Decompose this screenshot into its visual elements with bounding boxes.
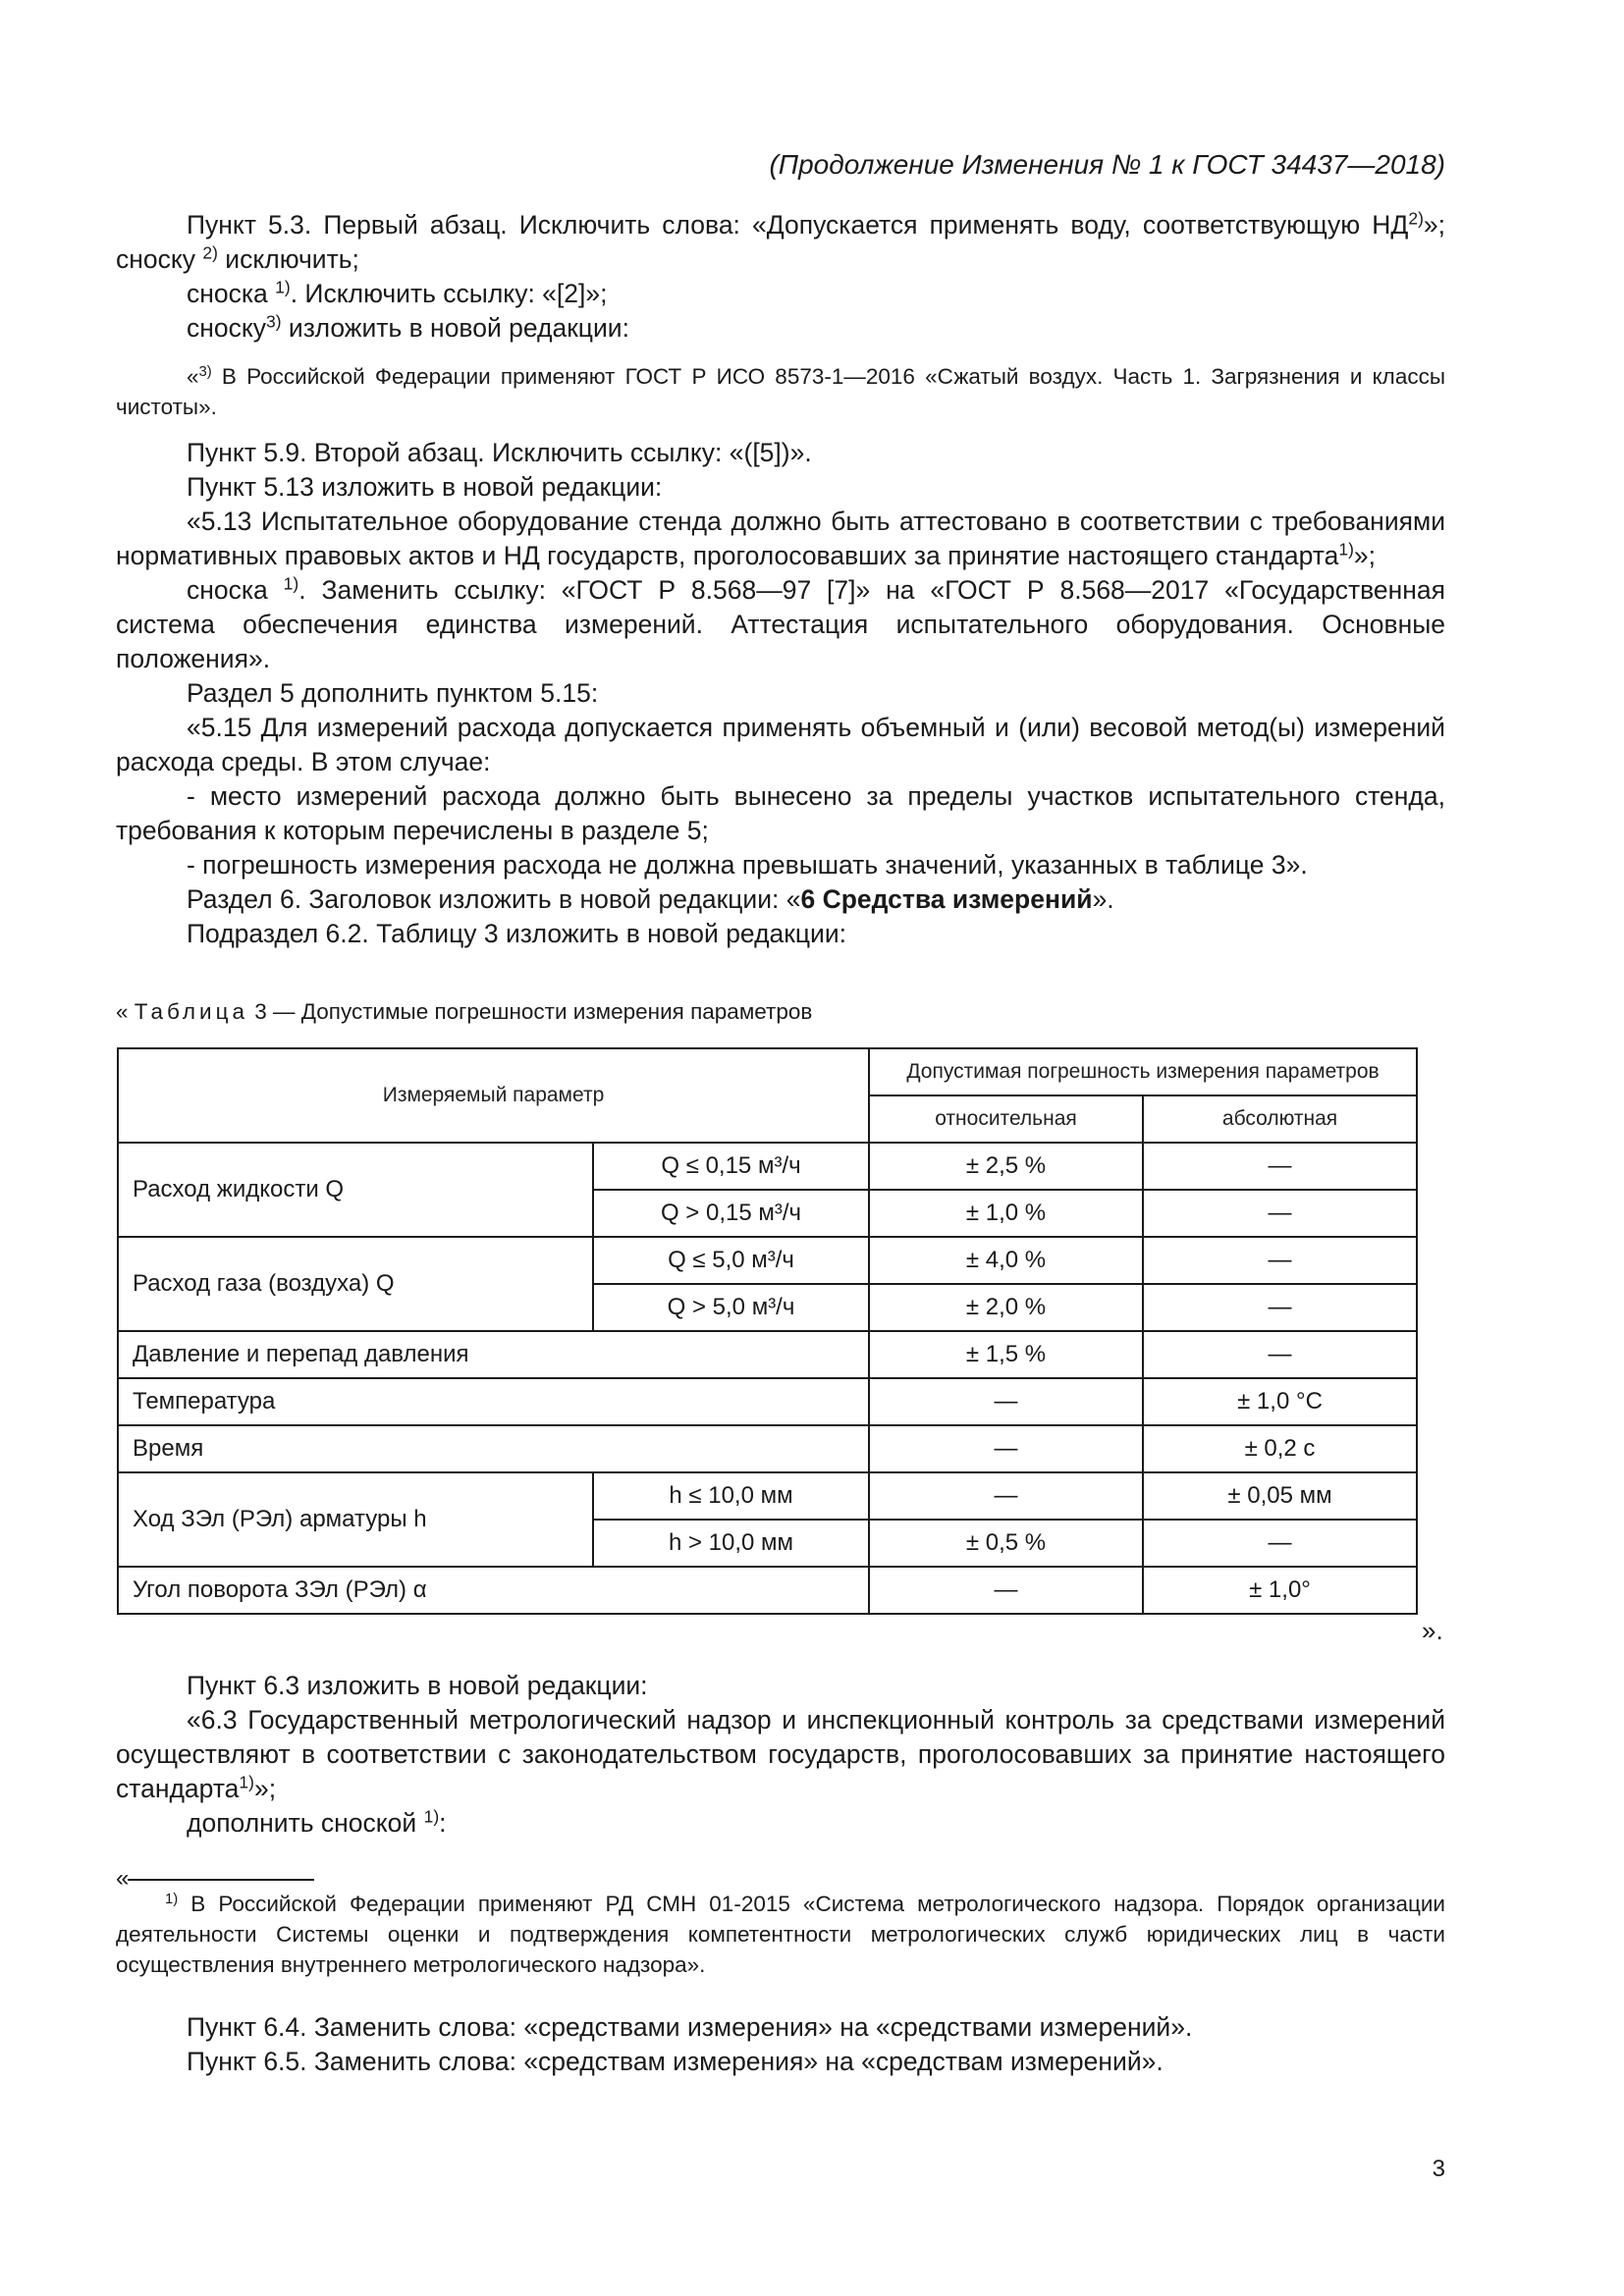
footnote-separator (128, 1879, 314, 1881)
rel-cell: — (869, 1425, 1143, 1472)
text-run: В Российской Федерации применяют ГОСТ Р ИСО 8573-1—2016 «Сжатый воздух. Часть 1. Загрязнения и классы чистоты». (116, 364, 1445, 419)
text-run: Пункт 5.3. Первый абзац. Исключить слова: «Допускается применять воду, соответствующую НД (187, 210, 1409, 240)
text-run: сноску (187, 313, 267, 343)
param-cell: Давление и перепад давления (118, 1331, 869, 1378)
rel-cell: ± 0,5 % (869, 1520, 1143, 1567)
param-cell: Расход газа (воздуха) Q (118, 1237, 593, 1331)
cond-cell: Q > 0,15 м³/ч (593, 1190, 869, 1237)
paragraph-list-item-2: - погрешность измерения расхода не должна превышать значений, указанных в таблице 3». (187, 850, 1308, 880)
header-relative: относительная (869, 1095, 1143, 1143)
table-header-row (118, 1048, 1417, 1095)
paragraph-section5: Раздел 5 дополнить пунктом 5.15: (187, 678, 599, 708)
after-table-text (116, 1669, 1445, 1841)
rel-cell: ± 1,5 % (869, 1331, 1143, 1378)
rel-cell: ± 2,5 % (869, 1143, 1143, 1190)
text-run: ». (1092, 884, 1114, 914)
bold-title: 6 Средства измерений (800, 884, 1093, 914)
footnote-open-quote: « (116, 1865, 130, 1892)
abs-cell: — (1143, 1284, 1417, 1331)
body-text (116, 208, 1445, 951)
abs-cell: ± 1,0 °C (1143, 1378, 1417, 1425)
text-run: »; сноску (116, 210, 1445, 274)
text-run: »; (253, 1774, 277, 1803)
table-row (118, 1472, 1417, 1520)
table-row (118, 1567, 1417, 1614)
text-run: «6.3 Государственный метрологический надзор и инспекционный контроль за средствами измерений осуществляют в соответствии с законодательством государств, проголосовавших за принятие настоящего стандарта (116, 1705, 1445, 1803)
text-run: изложить в новой редакции: (281, 313, 629, 343)
param-cell: Расход жидкости Q (118, 1143, 593, 1237)
paragraph-6-5: Пункт 6.5. Заменить слова: «средствам измерения» на «средствам измерений». (187, 2047, 1164, 2076)
footnote-text (116, 1889, 1445, 1980)
paragraph-6-2: Подраздел 6.2. Таблицу 3 изложить в новой редакции: (187, 919, 847, 948)
footnote-ref: 1) (283, 573, 299, 594)
abs-cell: ± 0,05 мм (1143, 1472, 1417, 1520)
abs-cell: ± 1,0° (1143, 1567, 1417, 1614)
text-run: В Российской Федерации применяют РД СМН 01-2015 «Система метрологического надзора. Порядок организации деятельности Системы оценки и подтверждения компетентности метрологических служб юридических лиц в части осуществления внутреннего метрологического надзора». (116, 1892, 1445, 1977)
table-caption (116, 997, 812, 1027)
header-absolute: абсолютная (1143, 1095, 1417, 1143)
paragraph-5-13-text (116, 505, 1445, 573)
running-head: (Продолжение Изменения № 1 к ГОСТ 34437—2018) (769, 149, 1445, 180)
header-param: Измеряемый параметр (118, 1048, 869, 1143)
cond-cell: h > 10,0 мм (593, 1520, 869, 1567)
abs-cell: — (1143, 1520, 1417, 1567)
cond-cell: Q ≤ 5,0 м³/ч (593, 1237, 869, 1284)
footnote-ref: 1) (423, 1806, 440, 1827)
paragraph-5-15: «5.15 Для измерений расхода допускается применять объемный и (или) весовой метод(ы) измерений расхода среды. В этом случае: (116, 713, 1445, 776)
paragraph-6-3-text (116, 1703, 1445, 1806)
paragraph-footnote3 (116, 311, 1445, 346)
footnote-ref: 3) (198, 363, 212, 380)
text-run: « (187, 364, 199, 389)
paragraph-footnote1-replace (116, 573, 1445, 676)
param-cell: Угол поворота ЗЭл (РЭл) α (118, 1567, 869, 1614)
text-run: . Заменить ссылку: «ГОСТ Р 8.568—97 [7]» на «ГОСТ Р 8.568—2017 «Государственная система обеспечения единства измерений. Аттестация испытательного оборудования. Основные положения». (116, 575, 1445, 673)
header-group: Допустимая погрешность измерения параметров (869, 1048, 1417, 1095)
abs-cell: — (1143, 1190, 1417, 1237)
cond-cell: Q > 5,0 м³/ч (593, 1284, 869, 1331)
text-run: «5.13 Испытательное оборудование стенда должно быть аттестовано в соответствии с требованиями нормативных правовых актов и НД государств, проголосовавших за принятие настоящего стандарта (116, 507, 1445, 570)
table-row (118, 1331, 1417, 1378)
text-run: дополнить сноской (187, 1808, 424, 1838)
abs-cell: — (1143, 1237, 1417, 1284)
param-cell: Ход ЗЭл (РЭл) арматуры h (118, 1472, 593, 1567)
tail-text (116, 2010, 1445, 2079)
footnote-ref: 1) (275, 277, 291, 297)
paragraph-5-13: Пункт 5.13 изложить в новой редакции: (187, 472, 663, 502)
caption-text: 3 — Допустимые погрешности измерения параметров (248, 999, 813, 1024)
table-row (118, 1378, 1417, 1425)
text-run: . Исключить ссылку: «[2]»; (290, 279, 608, 308)
rel-cell: ± 2,0 % (869, 1284, 1143, 1331)
param-cell: Время (118, 1425, 869, 1472)
quoted-footnote-3 (116, 361, 1445, 422)
rel-cell: ± 1,0 % (869, 1190, 1143, 1237)
rel-cell: — (869, 1378, 1143, 1425)
paragraph-section6 (116, 882, 1445, 917)
text-run: исключить; (217, 244, 359, 274)
cond-cell: Q ≤ 0,15 м³/ч (593, 1143, 869, 1190)
footnote-ref: 1) (1338, 539, 1354, 560)
table-row (118, 1425, 1417, 1472)
abs-cell: ± 0,2 с (1143, 1425, 1417, 1472)
footnote-ref: 3) (266, 311, 282, 332)
text-run: сноска (187, 279, 276, 308)
rel-cell: ± 4,0 % (869, 1237, 1143, 1284)
abs-cell: — (1143, 1143, 1417, 1190)
paragraph-footnote1 (116, 277, 1445, 311)
footnote-ref: 2) (202, 242, 218, 263)
text-run: Раздел 6. Заголовок изложить в новой редакции: « (187, 884, 801, 914)
footnote (116, 1889, 1445, 1980)
text-run: »; (1353, 541, 1377, 570)
params-table (117, 1047, 1418, 1615)
page-number: 3 (1432, 2156, 1445, 2182)
footnote-ref: 2) (1408, 208, 1424, 229)
table-close-quote: ». (1422, 1616, 1443, 1645)
cond-cell: h ≤ 10,0 мм (593, 1472, 869, 1520)
footnote-ref: 1) (165, 1891, 179, 1907)
table-row (118, 1237, 1417, 1284)
text-run: : (439, 1808, 447, 1838)
rel-cell: — (869, 1472, 1143, 1520)
paragraph-5-9: Пункт 5.9. Второй абзац. Исключить ссылку: «([5])». (187, 438, 812, 467)
paragraph-6-3: Пункт 6.3 изложить в новой редакции: (187, 1671, 648, 1700)
abs-cell: — (1143, 1331, 1417, 1378)
caption-quote: « (116, 999, 135, 1024)
paragraph-6-4: Пункт 6.4. Заменить слова: «средствами измерения» на «средствами измерений». (187, 2012, 1193, 2042)
rel-cell: — (869, 1567, 1143, 1614)
caption-word: Таблица (134, 999, 248, 1024)
paragraph-list-item-1: - место измерений расхода должно быть вынесено за пределы участков испытательного стенда, требования к которым перечислены в разделе 5; (116, 781, 1445, 845)
paragraph-add-footnote (116, 1806, 1445, 1841)
param-cell: Температура (118, 1378, 869, 1425)
text-run: сноска (187, 575, 284, 605)
footnote-ref: 1) (239, 1772, 254, 1792)
paragraph-5-3 (116, 208, 1445, 277)
table-row (118, 1143, 1417, 1190)
